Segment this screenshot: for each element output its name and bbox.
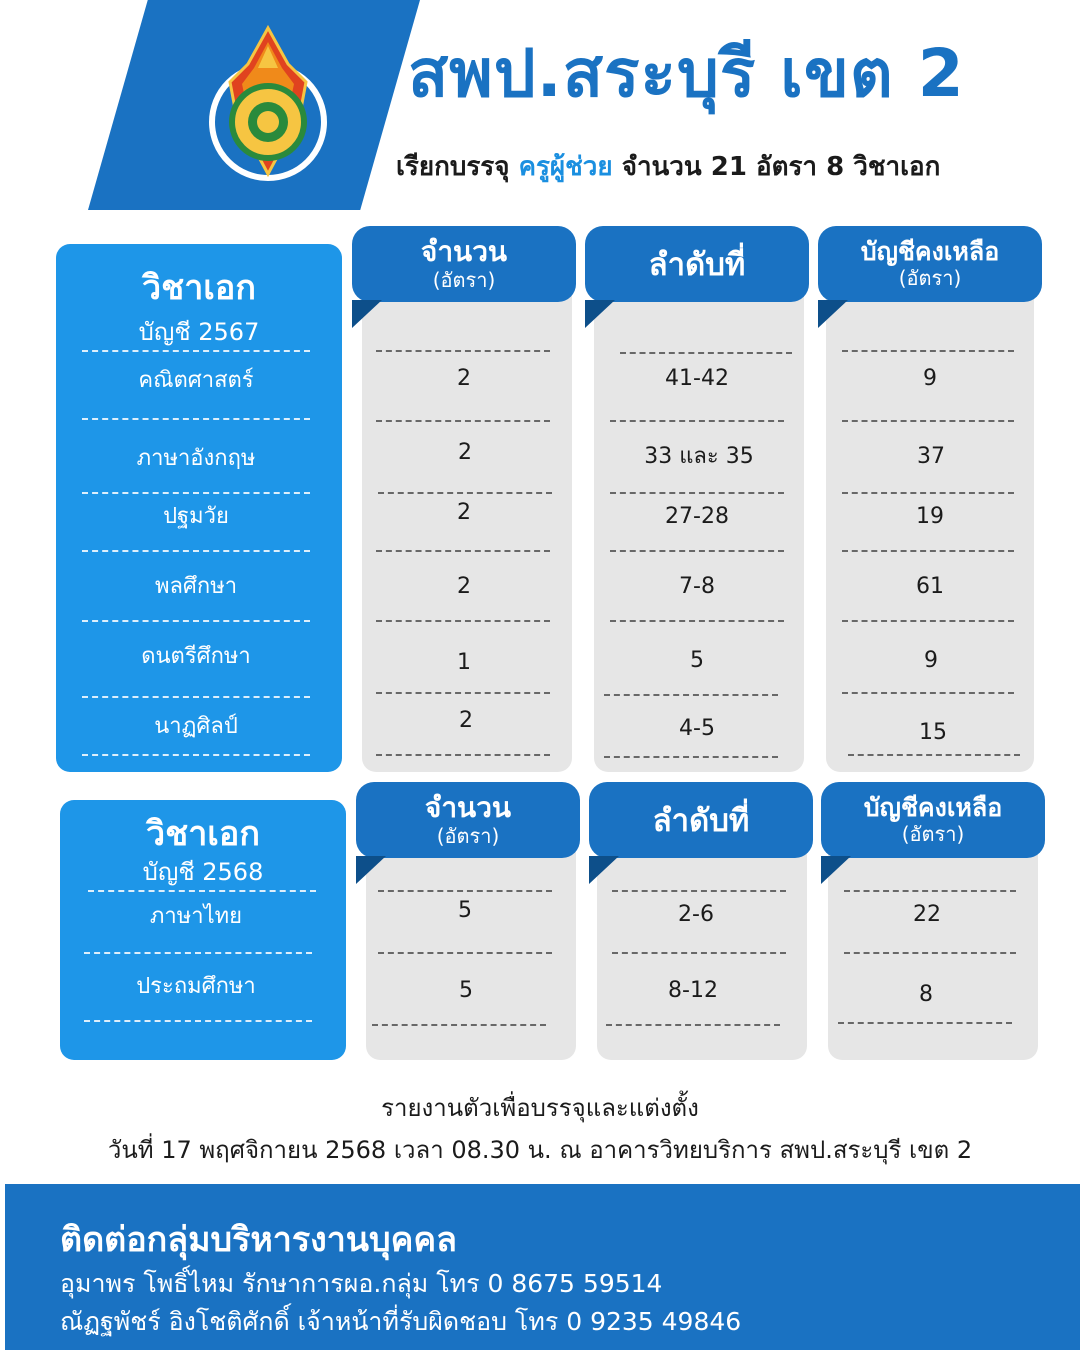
divider	[82, 620, 310, 622]
divider	[842, 420, 1014, 422]
divider	[376, 350, 550, 352]
divider	[842, 620, 1014, 622]
count-header-unit: (อัตรา)	[432, 267, 496, 292]
divider	[82, 350, 310, 352]
subject-cell: ภาษาไทย	[149, 904, 243, 929]
header-fold	[352, 300, 382, 328]
divider	[610, 550, 784, 552]
divider	[372, 1024, 546, 1026]
divider	[378, 890, 552, 892]
contact-band	[5, 1184, 1080, 1350]
subject-cell: นาฏศิลป์	[154, 714, 238, 739]
divider	[838, 1022, 1012, 1024]
divider	[82, 696, 310, 698]
rank-cell: 2-6	[678, 902, 714, 927]
contact-line-1: อุมาพร โพธิ์ไหม รักษาการผอ.กลุ่ม โทร 0 8675 59514	[60, 1269, 663, 1298]
remaining-cell: 22	[913, 902, 941, 927]
divider	[620, 352, 792, 354]
divider	[376, 692, 550, 694]
divider	[848, 754, 1020, 756]
header-fold	[585, 300, 615, 328]
divider	[842, 692, 1014, 694]
count-header-label: จำนวน	[420, 235, 508, 269]
count-cell: 2	[457, 574, 471, 599]
divider	[612, 890, 786, 892]
divider	[610, 420, 784, 422]
subject-cell: ภาษาอังกฤษ	[136, 446, 256, 471]
divider	[606, 1024, 780, 1026]
divider	[88, 890, 316, 892]
remaining-header-label: บัญชีคงเหลือ	[860, 237, 1000, 267]
divider	[378, 492, 552, 494]
remaining-cell: 61	[916, 574, 944, 599]
obec-emblem-icon	[188, 24, 348, 184]
divider	[604, 756, 778, 758]
divider	[84, 952, 312, 954]
subtitle-highlight: ครูผู้ช่วย	[518, 152, 613, 182]
rank-column-header	[589, 782, 813, 858]
rank-cell: 7-8	[679, 574, 715, 599]
subtitle-pre: เรียกบรรจุ	[396, 152, 510, 182]
subtitle-post: จำนวน 21 อัตรา 8 วิชาเอก	[621, 152, 941, 182]
remaining-header-label: บัญชีคงเหลือ	[863, 793, 1003, 823]
subject-card-year: บัญชี 2568	[142, 858, 264, 886]
subject-cell: ปฐมวัย	[163, 504, 229, 529]
count-cell: 2	[459, 708, 473, 733]
divider	[610, 492, 784, 494]
divider	[376, 420, 550, 422]
divider	[842, 550, 1014, 552]
divider	[82, 550, 310, 552]
count-cell: 2	[457, 366, 471, 391]
subject-card-title: วิชาเอก	[146, 814, 260, 854]
subject-cell: คณิตศาสตร์	[138, 368, 254, 393]
remaining-cell: 15	[919, 720, 947, 745]
subtitle	[396, 146, 1066, 187]
divider	[82, 418, 310, 420]
remaining-cell: 9	[924, 648, 938, 673]
remaining-cell: 8	[919, 982, 933, 1007]
divider	[82, 492, 310, 494]
remaining-header-unit: (อัตรา)	[901, 821, 965, 846]
report-line-2: วันที่ 17 พฤศจิกายน 2568 เวลา 08.30 น. ณ อาคารวิทยบริการ สพป.สระบุรี เขต 2	[107, 1136, 973, 1164]
count-header-label: จำนวน	[424, 791, 512, 825]
divider	[610, 620, 784, 622]
divider	[82, 754, 310, 756]
contact-title: ติดต่อกลุ่มบริหารงานบุคคล	[60, 1220, 457, 1260]
subject-cell: พลศึกษา	[154, 574, 238, 599]
divider	[376, 550, 550, 552]
agency-title: สพป.สระบุรี เขต 2	[408, 35, 965, 112]
subject-card-year: บัญชี 2567	[138, 318, 260, 346]
subject-cell: ดนตรีศึกษา	[141, 644, 251, 669]
rank-column-header	[585, 226, 809, 302]
subject-card-2567	[56, 244, 342, 772]
header-fold	[818, 300, 848, 328]
divider	[84, 1020, 312, 1022]
divider	[376, 620, 550, 622]
rank-header-label: ลำดับที่	[652, 803, 750, 839]
report-line-1: รายงานตัวเพื่อบรรจุและแต่งตั้ง	[381, 1094, 699, 1122]
remaining-cell: 37	[917, 444, 945, 469]
header-fold	[589, 856, 619, 884]
remaining-cell: 9	[923, 366, 937, 391]
divider	[844, 952, 1016, 954]
remaining-column-header	[821, 782, 1045, 858]
count-cell: 5	[459, 978, 473, 1003]
rank-cell: 27-28	[665, 504, 729, 529]
count-cell: 2	[458, 440, 472, 465]
rank-cell: 8-12	[668, 978, 718, 1003]
divider	[844, 890, 1016, 892]
rank-header-label: ลำดับที่	[648, 247, 746, 283]
remaining-column-header	[818, 226, 1042, 302]
rank-cell: 5	[690, 648, 704, 673]
count-column-header	[356, 782, 580, 858]
count-header-unit: (อัตรา)	[436, 823, 500, 848]
subject-card-2568	[60, 800, 346, 1060]
divider	[612, 952, 786, 954]
remaining-header-unit: (อัตรา)	[898, 265, 962, 290]
divider	[842, 350, 1014, 352]
divider	[842, 492, 1014, 494]
count-cell: 1	[457, 650, 471, 675]
remaining-cell: 19	[916, 504, 944, 529]
rank-cell: 41-42	[665, 366, 729, 391]
header-fold	[821, 856, 851, 884]
contact-line-2: ณัฏฐพัชร์ อิงโชติศักดิ์ เจ้าหน้าที่รับผิดชอบ โทร 0 9235 49846	[60, 1307, 742, 1336]
count-cell: 5	[458, 898, 472, 923]
rank-cell: 33 และ 35	[644, 444, 754, 469]
subject-card-title: วิชาเอก	[142, 268, 256, 308]
divider	[376, 754, 550, 756]
divider	[604, 694, 778, 696]
rank-cell: 4-5	[679, 716, 715, 741]
header-fold	[356, 856, 386, 884]
subject-cell: ประถมศึกษา	[136, 974, 256, 999]
count-cell: 2	[457, 500, 471, 525]
count-column-header	[352, 226, 576, 302]
divider	[378, 952, 552, 954]
